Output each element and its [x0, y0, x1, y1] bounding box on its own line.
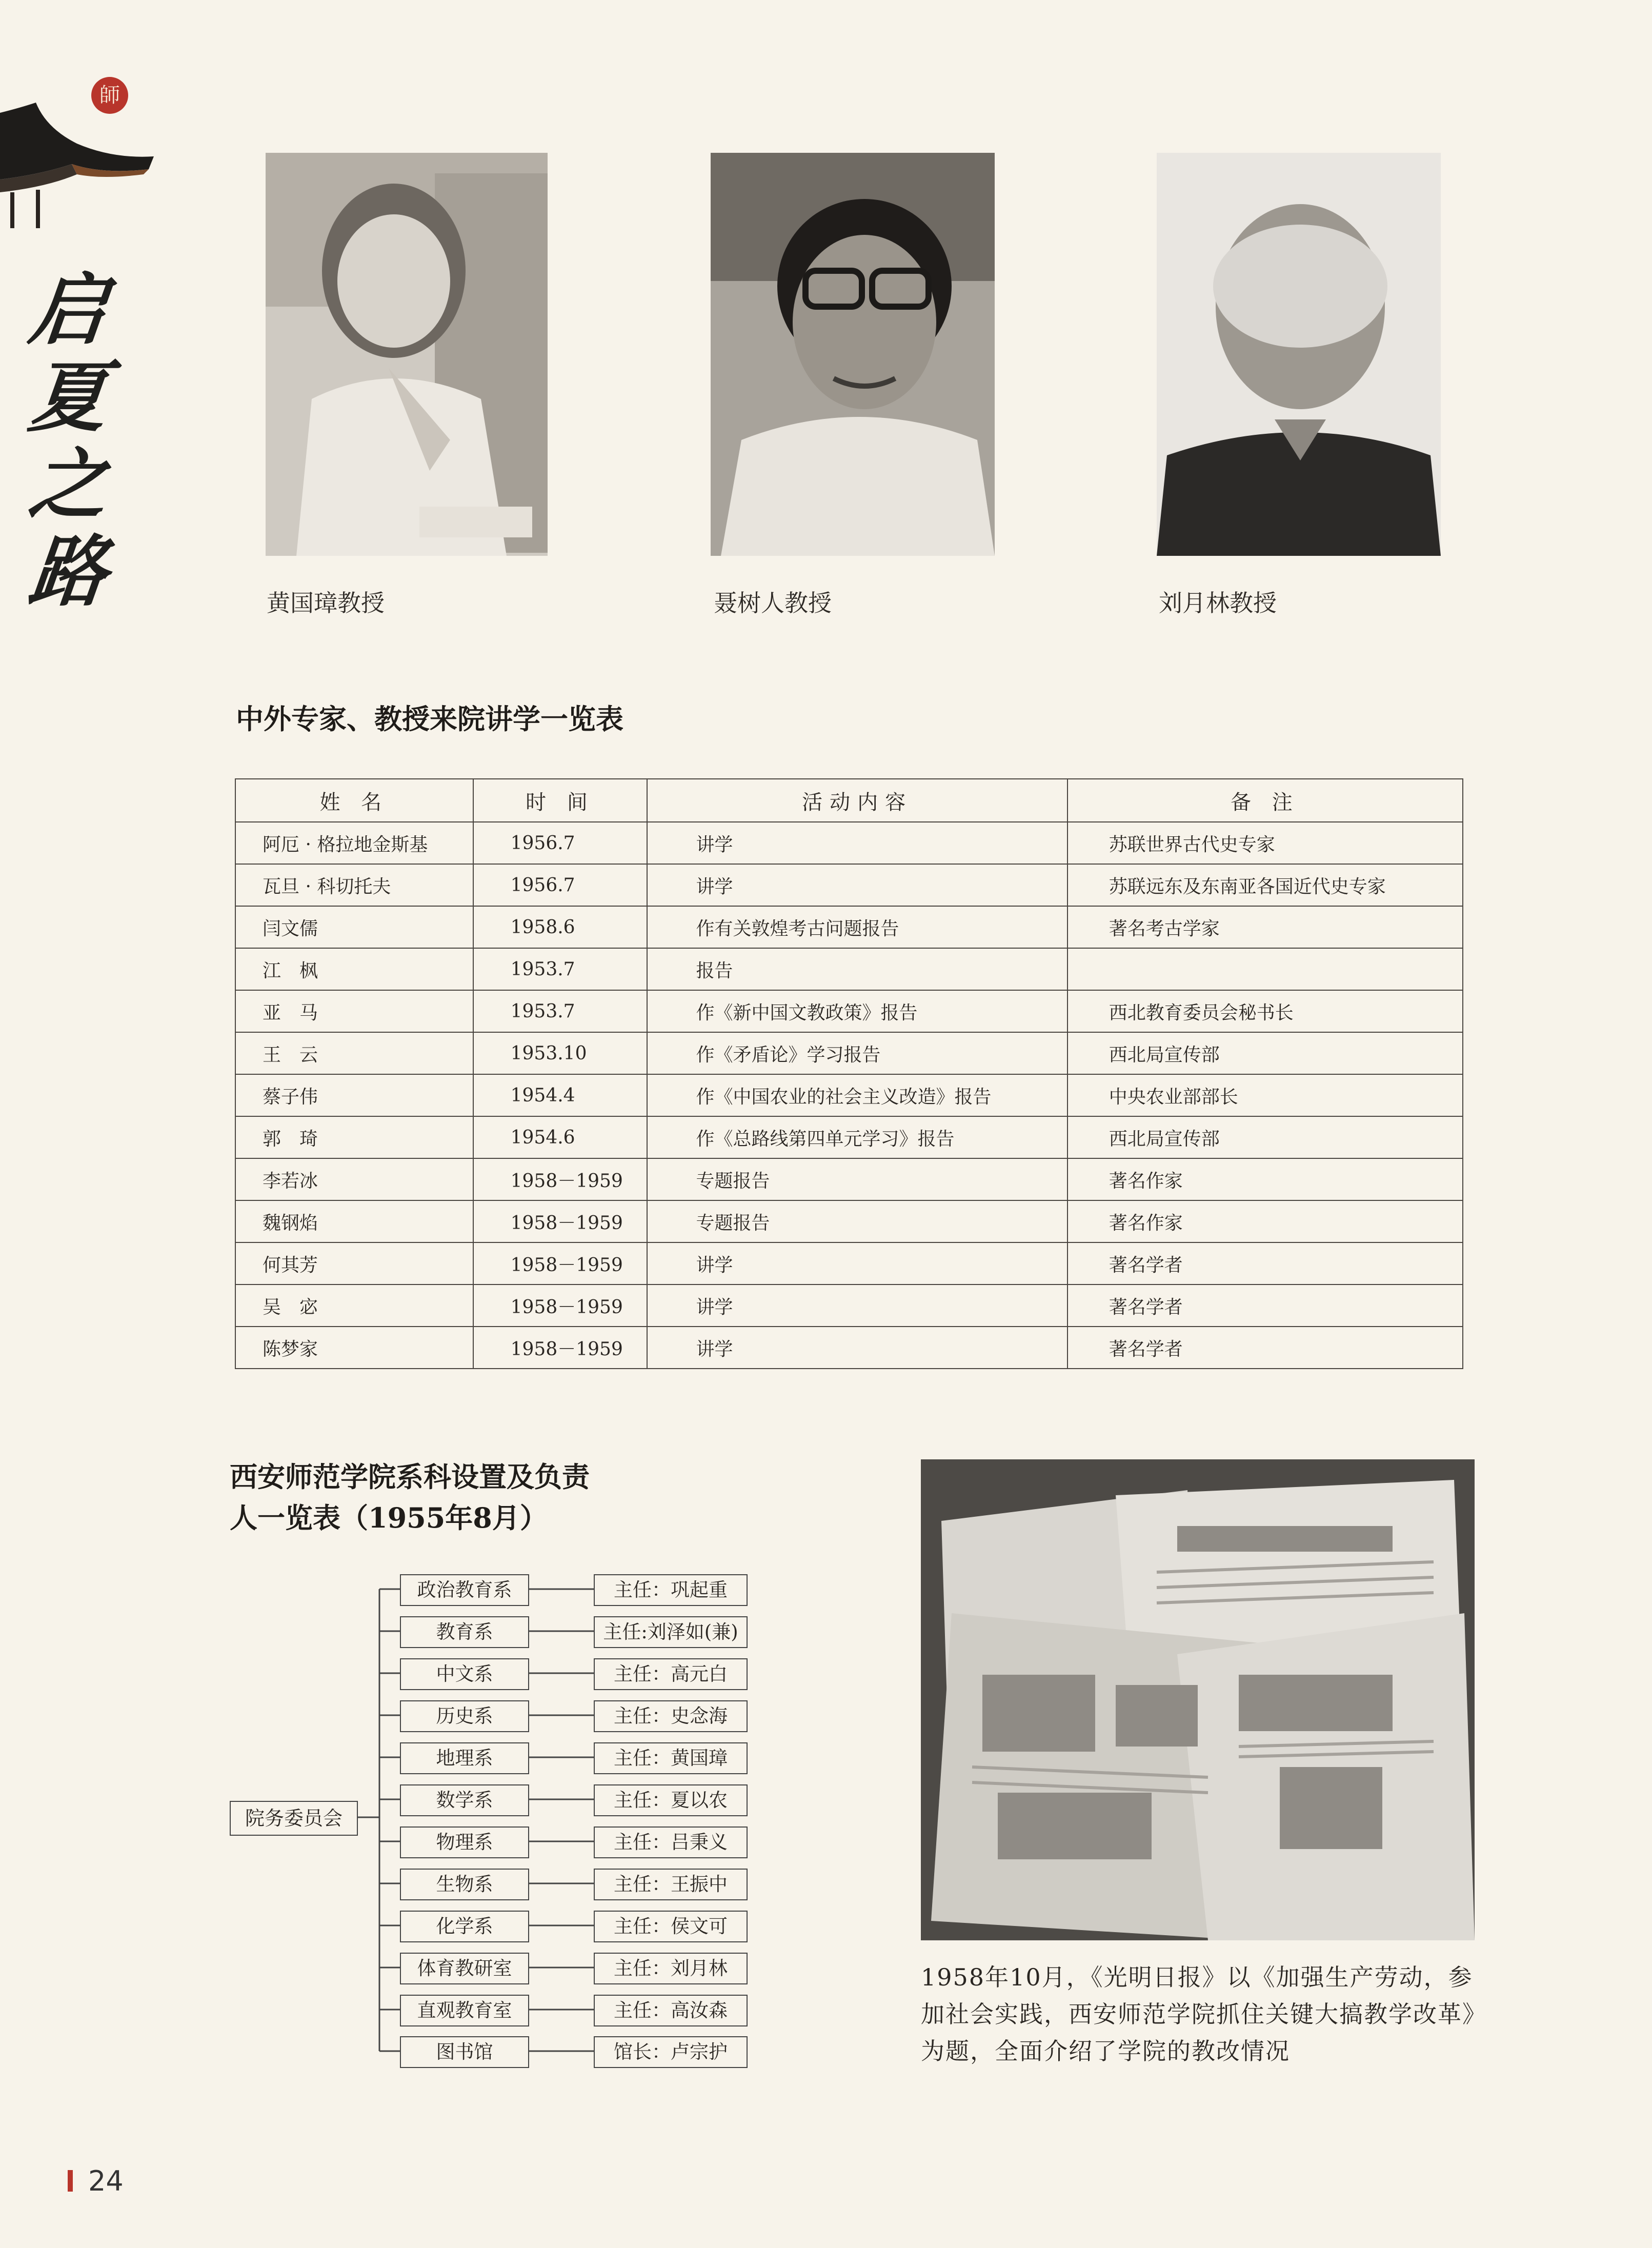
cell-activity: 作《总路线第四单元学习》报告 [647, 1116, 1067, 1158]
dept-node: 历史系 [400, 1700, 529, 1732]
cell-date: 1958－1959 [473, 1242, 648, 1284]
cell-activity: 作有关敦煌考古问题报告 [647, 906, 1067, 948]
org-title-line: 西安师范学院系科设置及负责 [230, 1460, 590, 1493]
portrait-photo-nie [711, 153, 995, 556]
org-chart-title [230, 1456, 590, 1538]
dept-node: 直观教育室 [400, 1995, 529, 2026]
cell-activity: 讲学 [647, 864, 1067, 906]
cell-date: 1958.6 [473, 906, 648, 948]
cell-name: 阿厄 · 格拉地金斯基 [235, 822, 473, 864]
cell-name: 江 枫 [235, 948, 473, 990]
table-header-row [235, 779, 1463, 822]
dept-node: 数学系 [400, 1784, 529, 1816]
head-node: 主任：黄国璋 [594, 1742, 748, 1774]
cell-date: 1958－1959 [473, 1327, 648, 1369]
portrait-photo-huang [266, 153, 548, 556]
cell-name: 魏钢焰 [235, 1200, 473, 1242]
dept-node: 政治教育系 [400, 1574, 529, 1606]
cell-note: 著名学者 [1067, 1327, 1463, 1369]
cell-note: 中央农业部部长 [1067, 1074, 1463, 1116]
org-root-node: 院务委员会 [230, 1801, 358, 1836]
head-node: 主任：史念海 [594, 1700, 748, 1732]
dept-node: 化学系 [400, 1911, 529, 1942]
head-node: 主任：高汝森 [594, 1995, 748, 2026]
cell-date: 1954.6 [473, 1116, 648, 1158]
cell-name: 何其芳 [235, 1242, 473, 1284]
table-row [235, 948, 1463, 990]
head-node: 主任:刘泽如(兼) [594, 1616, 748, 1648]
cell-activity: 作《矛盾论》学习报告 [647, 1032, 1067, 1074]
cell-name: 郭 琦 [235, 1116, 473, 1158]
cell-date: 1956.7 [473, 864, 648, 906]
photo-caption: 聂树人教授 [714, 589, 832, 617]
cell-note: 西北局宣传部 [1067, 1116, 1463, 1158]
cell-date: 1958－1959 [473, 1200, 648, 1242]
dept-node: 物理系 [400, 1826, 529, 1858]
newspaper-caption: 1958年10月，《光明日报》以《加强生产劳动，参加社会实践，西安师范学院抓住关键大搞教学改革》为题，全面介绍了学院的教改情况 [921, 1963, 1487, 2065]
cell-note: 著名作家 [1067, 1158, 1463, 1200]
dept-node: 地理系 [400, 1742, 529, 1774]
cell-activity: 讲学 [647, 1284, 1067, 1327]
dept-node: 图书馆 [400, 2036, 529, 2068]
cell-name: 王 云 [235, 1032, 473, 1074]
table-row [235, 1327, 1463, 1369]
dept-node: 中文系 [400, 1658, 529, 1690]
cell-note: 苏联世界古代史专家 [1067, 822, 1463, 864]
cell-note: 著名考古学家 [1067, 906, 1463, 948]
cell-activity: 作《新中国文教政策》报告 [647, 990, 1067, 1032]
photo-caption: 黄国璋教授 [267, 589, 385, 617]
org-title-line: 人一览表（1955年8月） [230, 1501, 548, 1534]
title-char: 夏 [25, 352, 112, 443]
cell-date: 1953.7 [473, 948, 648, 990]
cell-note: 苏联远东及东南亚各国近代史专家 [1067, 864, 1463, 906]
head-node: 馆长：卢宗护 [594, 2036, 748, 2068]
cell-note: 西北教育委员会秘书长 [1067, 990, 1463, 1032]
cell-name: 陈梦家 [235, 1327, 473, 1369]
newspaper-photo [921, 1459, 1475, 1940]
cell-note [1067, 948, 1463, 990]
school-seal-icon: 師 [91, 77, 128, 114]
page-number: 24 [88, 2165, 124, 2197]
head-node: 主任：高元白 [594, 1658, 748, 1690]
cell-activity: 讲学 [647, 1242, 1067, 1284]
cell-date: 1953.7 [473, 990, 648, 1032]
table-row [235, 990, 1463, 1032]
cell-activity: 报告 [647, 948, 1067, 990]
table-row [235, 1158, 1463, 1200]
cell-date: 1958－1959 [473, 1158, 648, 1200]
cell-date: 1953.10 [473, 1032, 648, 1074]
cell-activity: 讲学 [647, 1327, 1067, 1369]
lecture-table [235, 778, 1463, 1369]
cell-note: 著名学者 [1067, 1242, 1463, 1284]
cell-name: 蔡子伟 [235, 1074, 473, 1116]
pavilion-roof-icon [0, 97, 154, 231]
header-activity: 活动内容 [647, 779, 1067, 822]
table-row [235, 1284, 1463, 1327]
portrait-photo-liu [1157, 153, 1441, 556]
title-char: 路 [25, 527, 112, 617]
table-row [235, 906, 1463, 948]
cell-name: 闫文儒 [235, 906, 473, 948]
table-row [235, 1200, 1463, 1242]
head-node: 主任：巩起重 [594, 1574, 748, 1606]
cell-activity: 专题报告 [647, 1158, 1067, 1200]
dept-node: 体育教研室 [400, 1953, 529, 1984]
cell-name: 瓦旦 · 科切托夫 [235, 864, 473, 906]
cell-date: 1956.7 [473, 822, 648, 864]
photo-caption: 刘月林教授 [1159, 589, 1277, 617]
table-row [235, 1032, 1463, 1074]
cell-name: 亚 马 [235, 990, 473, 1032]
dept-node: 教育系 [400, 1616, 529, 1648]
page-number-marker [68, 2170, 73, 2192]
table-row [235, 822, 1463, 864]
cell-name: 李若冰 [235, 1158, 473, 1200]
cell-date: 1954.4 [473, 1074, 648, 1116]
title-char: 启 [25, 265, 112, 355]
lecture-table-title: 中外专家、教授来院讲学一览表 [236, 702, 623, 735]
cell-activity: 专题报告 [647, 1200, 1067, 1242]
cell-note: 著名作家 [1067, 1200, 1463, 1242]
title-char: 之 [25, 439, 112, 530]
vertical-book-title [25, 265, 122, 617]
head-node: 主任：刘月林 [594, 1953, 748, 1984]
header-note: 备 注 [1067, 779, 1463, 822]
table-row [235, 1242, 1463, 1284]
header-date: 时 间 [473, 779, 648, 822]
head-node: 主任：夏以农 [594, 1784, 748, 1816]
cell-date: 1958－1959 [473, 1284, 648, 1327]
header-name: 姓 名 [235, 779, 473, 822]
cell-activity: 讲学 [647, 822, 1067, 864]
table-row [235, 1074, 1463, 1116]
head-node: 主任：吕秉义 [594, 1826, 748, 1858]
cell-note: 西北局宣传部 [1067, 1032, 1463, 1074]
table-row [235, 1116, 1463, 1158]
cell-name: 吴 宓 [235, 1284, 473, 1327]
table-row [235, 864, 1463, 906]
head-node: 主任：王振中 [594, 1869, 748, 1900]
cell-activity: 作《中国农业的社会主义改造》报告 [647, 1074, 1067, 1116]
cell-note: 著名学者 [1067, 1284, 1463, 1327]
dept-node: 生物系 [400, 1869, 529, 1900]
head-node: 主任：侯文可 [594, 1911, 748, 1942]
